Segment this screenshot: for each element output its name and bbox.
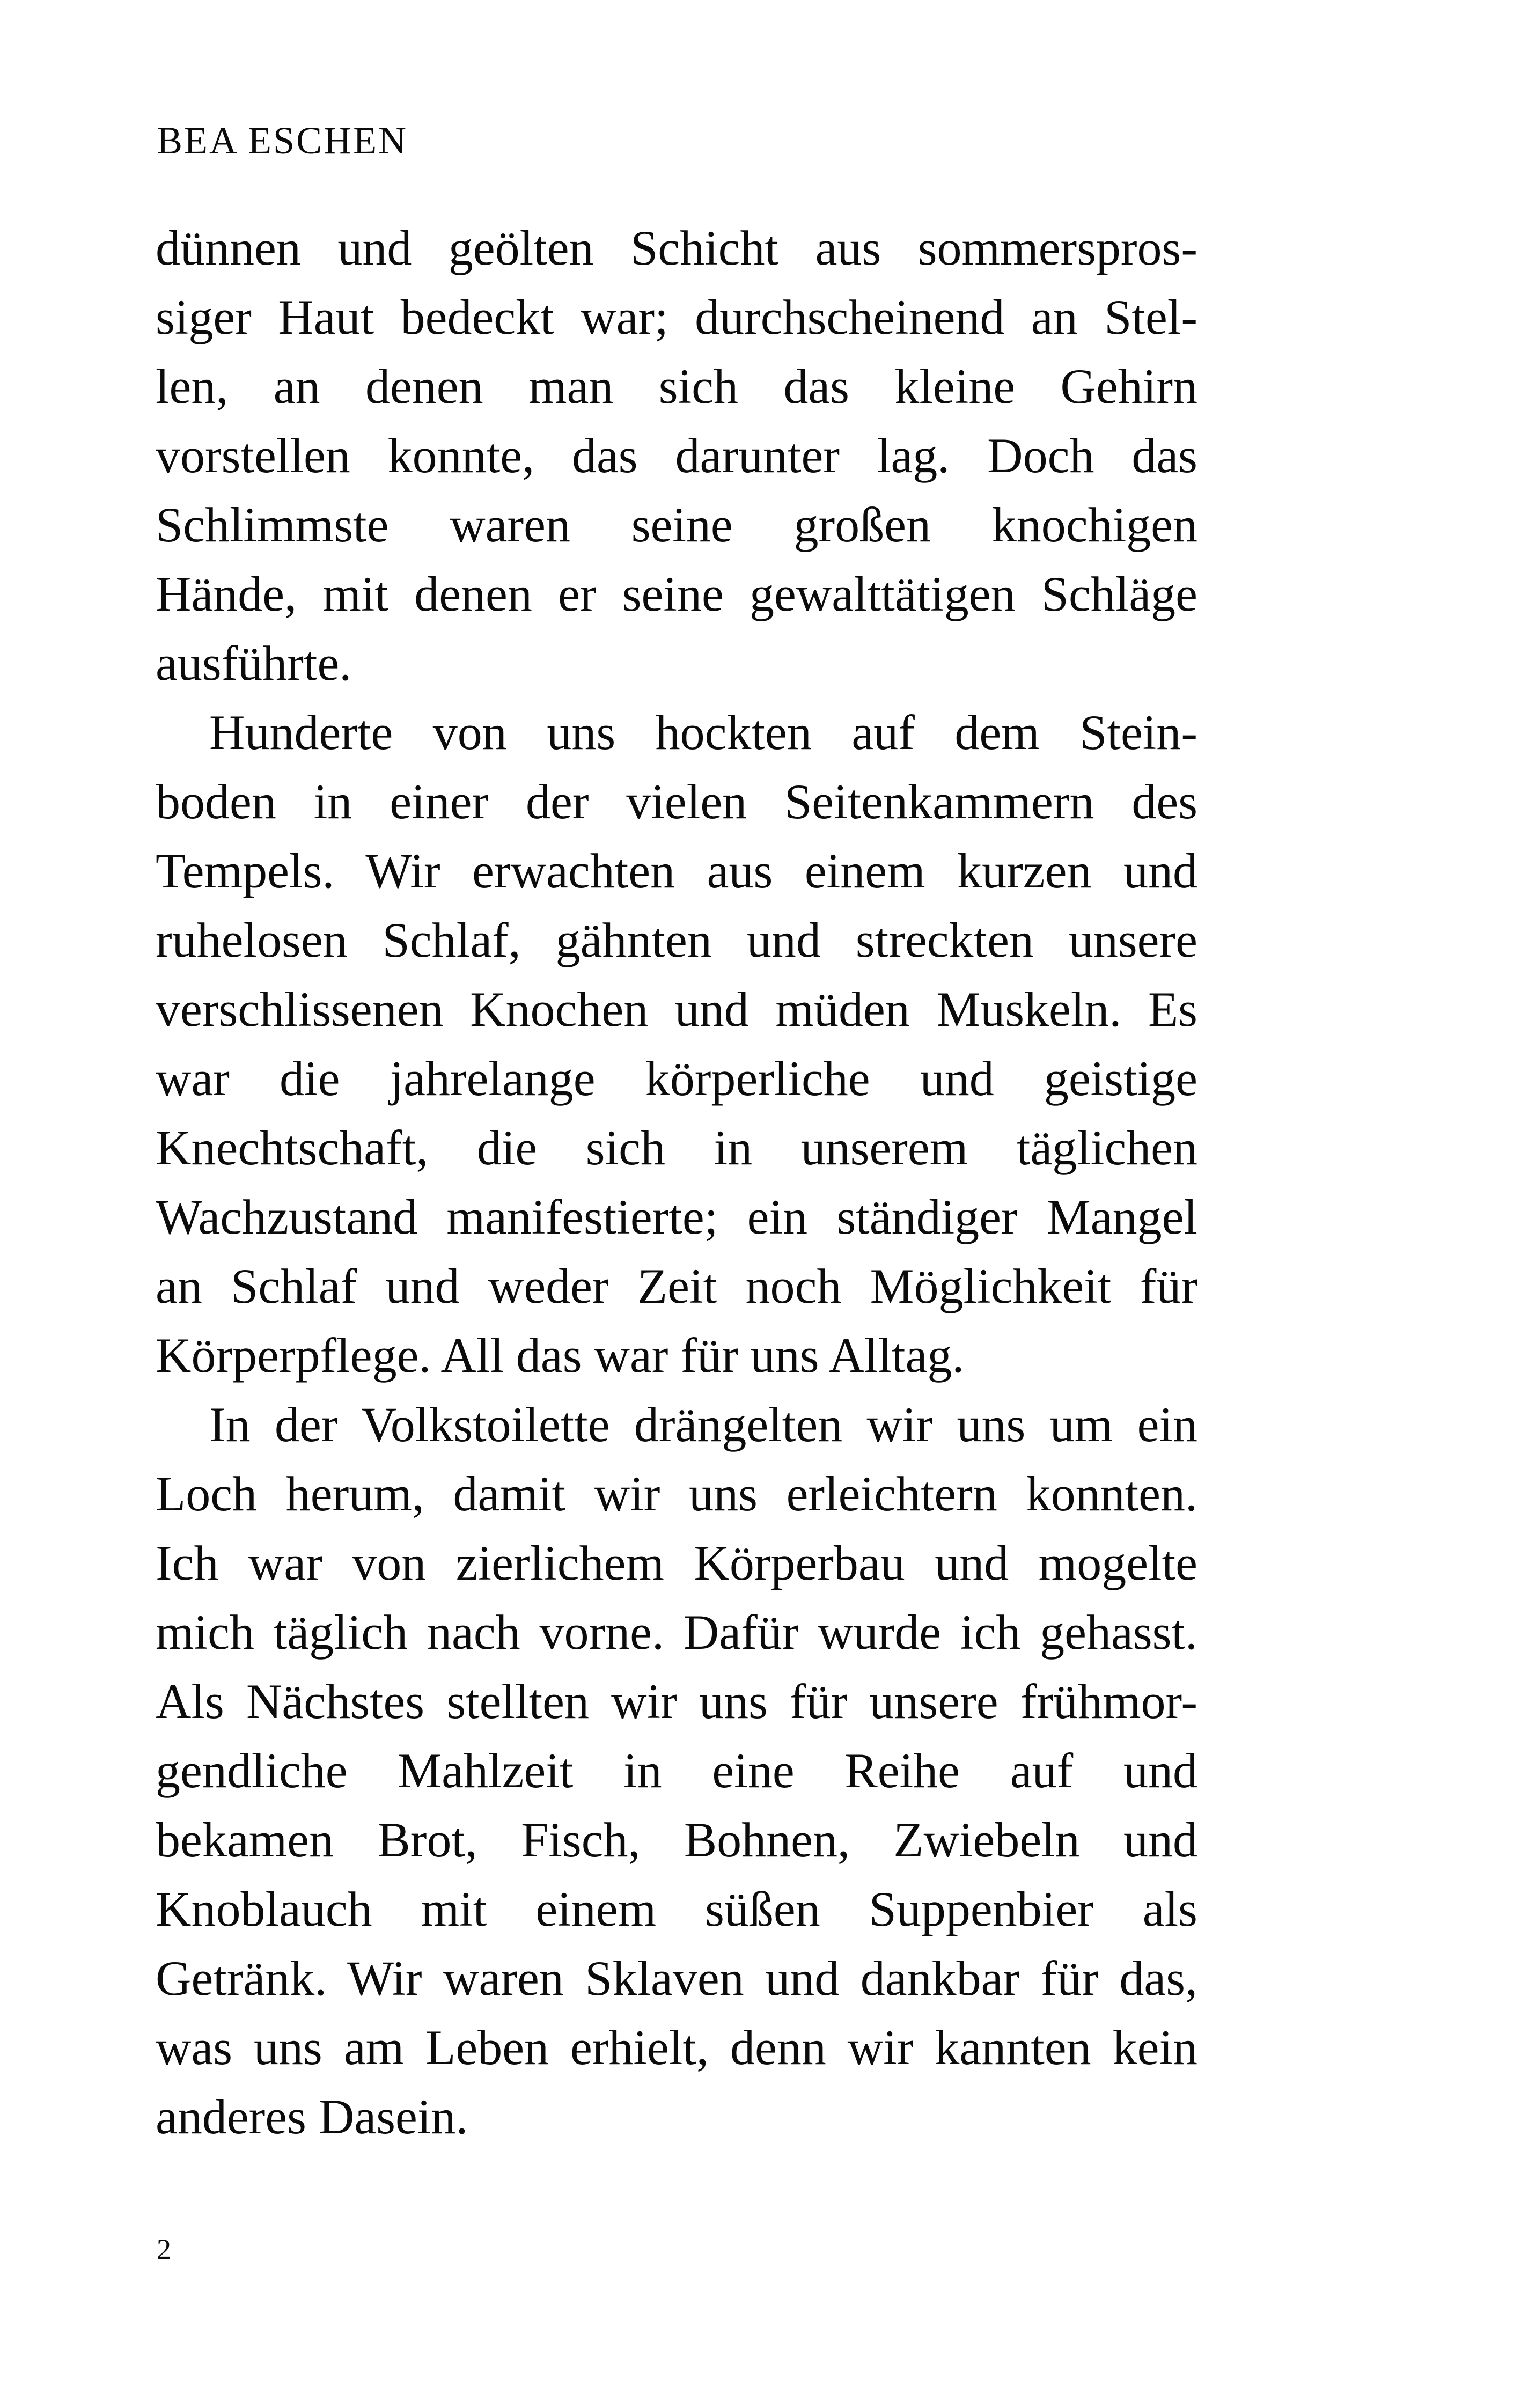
text-line: Ich war von zierlichem Körperbau und mogelte — [156, 1536, 1197, 1590]
text-line: verschlissenen Knochen und müden Muskeln. Es — [156, 982, 1197, 1037]
body-text — [156, 214, 1197, 2152]
paragraph — [156, 214, 1197, 698]
text-line: anderes Dasein. — [156, 2089, 468, 2144]
text-line: dünnen und geölten Schicht aus sommerspros- — [156, 221, 1197, 275]
text-line: an Schlaf und weder Zeit noch Möglichkeit für — [156, 1259, 1197, 1313]
text-line: Getränk. Wir waren Sklaven und dankbar für das, — [156, 1951, 1197, 2006]
text-line: Als Nächstes stellten wir uns für unsere frühmor- — [156, 1674, 1197, 1729]
text-line: ruhelosen Schlaf, gähnten und streckten unsere — [156, 913, 1197, 967]
text-line: gendliche Mahlzeit in eine Reihe auf und — [156, 1743, 1197, 1798]
text-line: was uns am Leben erhielt, denn wir kannten kein — [156, 2020, 1197, 2075]
text-line: war die jahrelange körperliche und geistige — [156, 1051, 1197, 1106]
text-line: boden in einer der vielen Seitenkammern des — [156, 774, 1197, 829]
text-line: Körperpflege. All das war für uns Alltag. — [156, 1328, 965, 1383]
text-line: Knoblauch mit einem süßen Suppenbier als — [156, 1882, 1197, 1936]
text-line: vorstellen konnte, das darunter lag. Doch das — [156, 428, 1197, 483]
text-line: Tempels. Wir erwachten aus einem kurzen und — [156, 843, 1197, 898]
text-line: Hände, mit denen er seine gewalttätigen Schläge — [156, 567, 1197, 621]
running-header: BEA ESCHEN — [157, 119, 408, 162]
text-line: In der Volkstoilette drängelten wir uns um ein — [209, 1397, 1197, 1452]
text-line: bekamen Brot, Fisch, Bohnen, Zwiebeln und — [156, 1812, 1197, 1867]
text-line: len, an denen man sich das kleine Gehirn — [156, 359, 1197, 414]
text-line: ausführte. — [156, 636, 352, 691]
text-line: Loch herum, damit wir uns erleichtern konnten. — [156, 1466, 1197, 1521]
text-line: Hunderte von uns hockten auf dem Stein- — [209, 705, 1197, 760]
page-number: 2 — [157, 2233, 171, 2265]
text-line: Wachzustand manifestierte; ein ständiger Mangel — [156, 1190, 1197, 1244]
text-line: siger Haut bedeckt war; durchscheinend an Stel- — [156, 290, 1197, 344]
paragraph — [156, 1390, 1197, 2152]
text-line: mich täglich nach vorne. Dafür wurde ich gehasst. — [156, 1605, 1197, 1660]
text-line: Knechtschaft, die sich in unserem täglichen — [156, 1120, 1197, 1175]
text-line: Schlimmste waren seine großen knochigen — [156, 497, 1197, 552]
paragraph — [156, 698, 1197, 1390]
